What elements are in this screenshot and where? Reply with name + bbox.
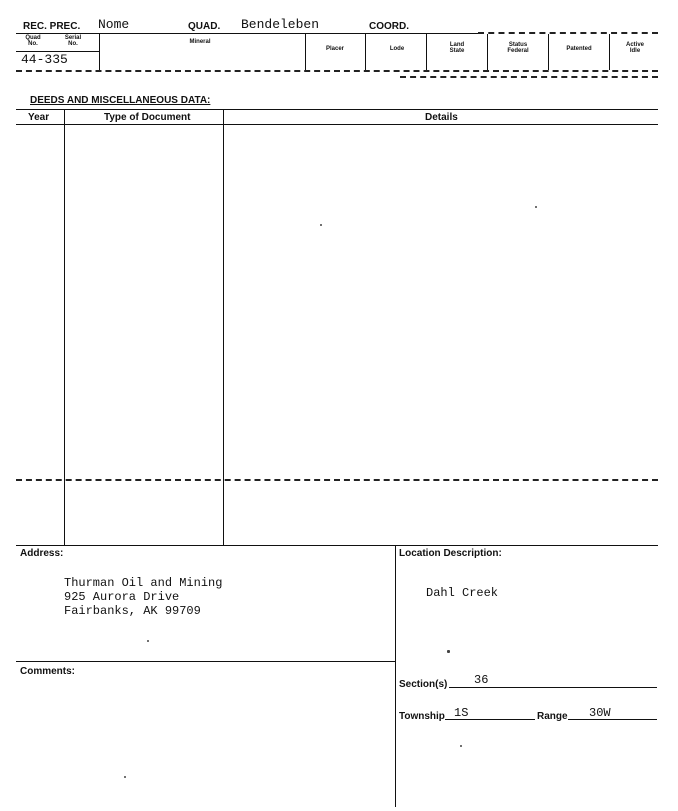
- scan-speck: [320, 224, 322, 226]
- address-label: Address:: [20, 548, 64, 559]
- address-line-2: 925 Aurora Drive: [64, 590, 180, 604]
- deeds-title: DEEDS AND MISCELLANEOUS DATA:: [30, 95, 211, 106]
- quad-value: Bendeleben: [241, 17, 320, 32]
- scan-speck: [447, 650, 450, 653]
- claim-bottom-rule-2: [400, 76, 658, 78]
- claim-bottom-rule: [16, 70, 658, 72]
- scan-speck: [535, 206, 537, 208]
- comments-label: Comments:: [20, 666, 76, 677]
- section-label: Section(s): [399, 679, 448, 690]
- deeds-header-rule: [16, 124, 658, 125]
- range-label: Range: [537, 711, 568, 722]
- lower-divider: [395, 545, 396, 807]
- col-type-of-document: Type of Document: [104, 112, 191, 123]
- range-value: 30W: [589, 706, 611, 720]
- claim-col-divider: [365, 34, 366, 70]
- address-line-3: Fairbanks, AK 99709: [64, 604, 201, 618]
- col-serial-no: Serial No.: [64, 35, 82, 47]
- col-placer: Placer: [325, 46, 344, 52]
- scan-speck: [147, 640, 149, 642]
- address-line-1: Thurman Oil and Mining: [64, 576, 223, 590]
- claim-col-divider: [426, 34, 427, 70]
- claim-col-divider: [487, 34, 488, 70]
- col-land-state: Land State: [449, 42, 465, 54]
- rec-prec-value: Nome: [98, 17, 130, 32]
- quad-no-value: 44-335: [21, 52, 68, 67]
- scan-speck: [460, 745, 462, 747]
- township-value: 1S: [454, 706, 469, 720]
- section-value: 36: [474, 673, 489, 687]
- col-active-idle: Active Idle: [625, 42, 644, 54]
- claim-col-divider: [305, 34, 306, 70]
- range-underline: [568, 719, 657, 720]
- claim-col-divider: [548, 34, 549, 70]
- scan-speck: [124, 776, 126, 778]
- section-underline: [449, 687, 657, 688]
- location-value: Dahl Creek: [426, 586, 499, 600]
- claim-col-divider: [99, 34, 100, 70]
- rec-prec-label: REC. PREC.: [23, 21, 81, 32]
- col-patented: Patented: [566, 46, 592, 52]
- deeds-top-rule: [16, 109, 658, 110]
- coord-label: COORD.: [369, 21, 409, 32]
- quad-label: QUAD.: [188, 21, 221, 32]
- col-mineral: Mineral: [189, 39, 211, 45]
- township-label: Township: [399, 711, 445, 722]
- comments-rule: [16, 661, 395, 662]
- col-details: Details: [425, 112, 458, 123]
- header-rule-dashed: [478, 32, 658, 34]
- header-rule: [16, 33, 478, 34]
- deeds-bottom-rule: [16, 545, 658, 546]
- col-quad-no: Quad No.: [25, 35, 41, 47]
- deeds-dashed-rule: [16, 479, 658, 481]
- col-year: Year: [28, 112, 50, 123]
- location-label: Location Description:: [399, 548, 502, 559]
- col-status-federal: Status Federal: [507, 42, 529, 54]
- col-lode: Lode: [389, 46, 405, 52]
- claim-col-divider: [609, 34, 610, 70]
